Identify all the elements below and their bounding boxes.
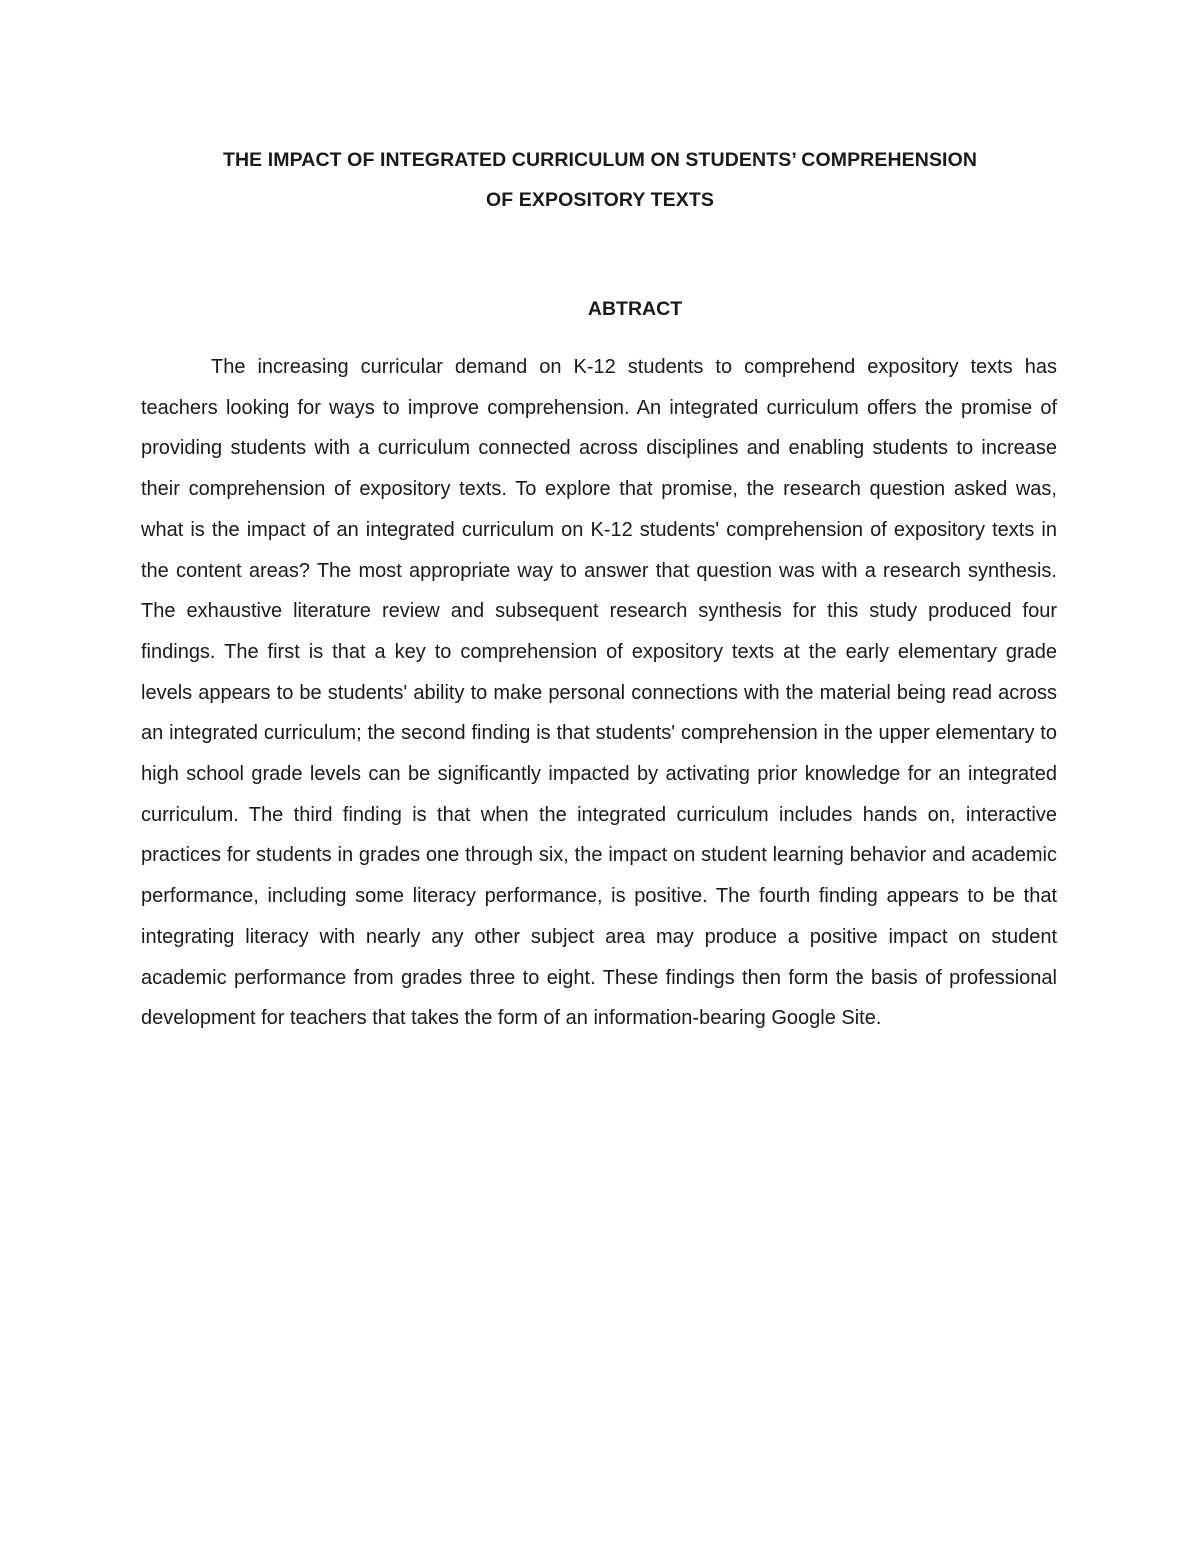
title-line-1: THE IMPACT OF INTEGRATED CURRICULUM ON STUDENTS’ COMPREHENSION xyxy=(222,149,978,171)
abstract-paragraph: The increasing curricular demand on K-12 students to comprehend expository texts has teachers looking for ways to improve comprehension. An integrated curriculum offers the promise of providing students with a curriculum connected across disciplines and enabling students to increase their comprehension of expository texts. To explore that promise, the research question asked was, what is the impact of an integrated curriculum on K-12 students' comprehension of expository texts in the content areas? The most appropriate way to answer that question was with a research synthesis. The exhaustive literature review and subsequent research synthesis for this study produced four findings. The first is that a key to comprehension of expository texts at the early elementary grade levels appears to be students' ability to make personal connections with the material being read across an integrated curriculum; the second finding is that students' comprehension in the upper elementary to high school grade levels can be significantly impacted by activating prior knowledge for an integrated curriculum. The third finding is that when the integrated curriculum includes hands on, interactive practices for students in grades one through six, the impact on student learning behavior and academic performance, including some literacy performance, is positive. The fourth finding appears to be that integrating literacy with nearly any other subject area may produce a positive impact on student academic performance from grades three to eight. These findings then form the basis of professional development for teachers that takes the form of an information-bearing Google Site. xyxy=(141,356,1057,1030)
title-line-2: OF EXPOSITORY TEXTS xyxy=(485,189,714,211)
document-title xyxy=(140,140,1060,220)
abstract-heading: ABTRACT xyxy=(587,298,683,320)
